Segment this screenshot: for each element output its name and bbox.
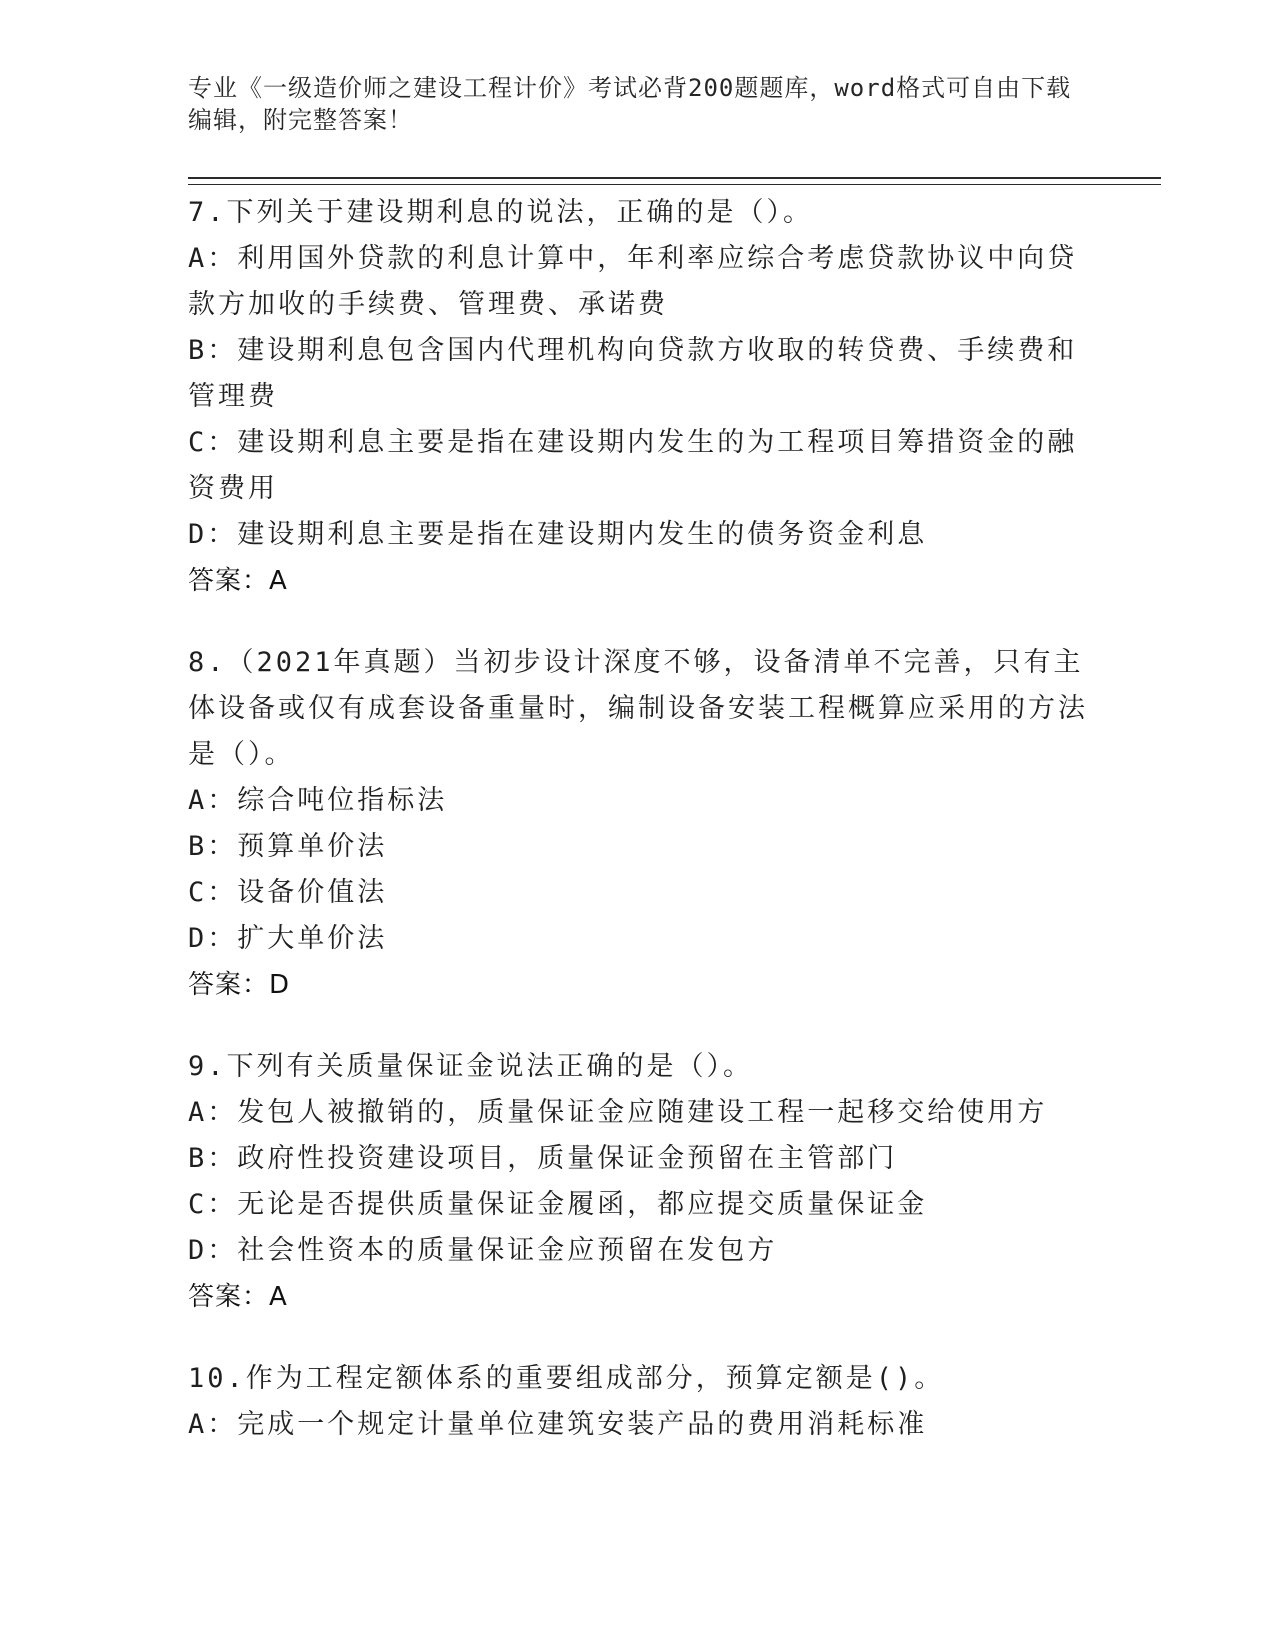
question-stem: 10.作为工程定额体系的重要组成部分，预算定额是()。 bbox=[188, 1363, 945, 1394]
question-7 bbox=[188, 190, 1088, 604]
option-a: A：利用国外贷款的利息计算中，年利率应综合考虑贷款协议中向贷款方加收的手续费、管理费、承诺费 bbox=[188, 243, 1078, 320]
document-header bbox=[188, 72, 1078, 136]
option-b: B：政府性投资建设项目，质量保证金预留在主管部门 bbox=[188, 1143, 898, 1174]
option-c: C：无论是否提供质量保证金履函，都应提交质量保证金 bbox=[188, 1189, 928, 1220]
option-d: D：扩大单价法 bbox=[188, 923, 388, 954]
option-a: A：完成一个规定计量单位建筑安装产品的费用消耗标准 bbox=[188, 1409, 928, 1440]
option-c: C：建设期利息主要是指在建设期内发生的为工程项目筹措资金的融资费用 bbox=[188, 427, 1078, 504]
question-9 bbox=[188, 1044, 1088, 1320]
answer: 答案：A bbox=[188, 1282, 288, 1312]
question-stem: 9.下列有关质量保证金说法正确的是（）。 bbox=[188, 1051, 754, 1082]
question-stem: 7.下列关于建设期利息的说法，正确的是（）。 bbox=[188, 197, 814, 228]
header-line-2: 编辑，附完整答案！ bbox=[188, 106, 413, 134]
header-divider-thick bbox=[188, 177, 1161, 179]
question-8 bbox=[188, 640, 1088, 1008]
question-list bbox=[188, 190, 1088, 1484]
header-line-1: 专业《一级造价师之建设工程计价》考试必背200题题库，word格式可自由下载 bbox=[188, 74, 1072, 102]
option-b: B：建设期利息包含国内代理机构向贷款方收取的转贷费、手续费和管理费 bbox=[188, 335, 1078, 412]
option-a: A：发包人被撤销的，质量保证金应随建设工程一起移交给使用方 bbox=[188, 1097, 1048, 1128]
option-c: C：设备价值法 bbox=[188, 877, 388, 908]
option-d: D：社会性资本的质量保证金应预留在发包方 bbox=[188, 1235, 778, 1266]
header-divider-thin bbox=[188, 184, 1161, 185]
question-10 bbox=[188, 1356, 1088, 1448]
option-b: B：预算单价法 bbox=[188, 831, 388, 862]
question-stem: 8.（2021年真题）当初步设计深度不够，设备清单不完善，只有主体设备或仅有成套设备重量时，编制设备安装工程概算应采用的方法是（）。 bbox=[188, 647, 1088, 770]
option-a: A：综合吨位指标法 bbox=[188, 785, 448, 816]
answer: 答案：D bbox=[188, 970, 291, 1000]
answer: 答案：A bbox=[188, 566, 288, 596]
option-d: D：建设期利息主要是指在建设期内发生的债务资金利息 bbox=[188, 519, 928, 550]
